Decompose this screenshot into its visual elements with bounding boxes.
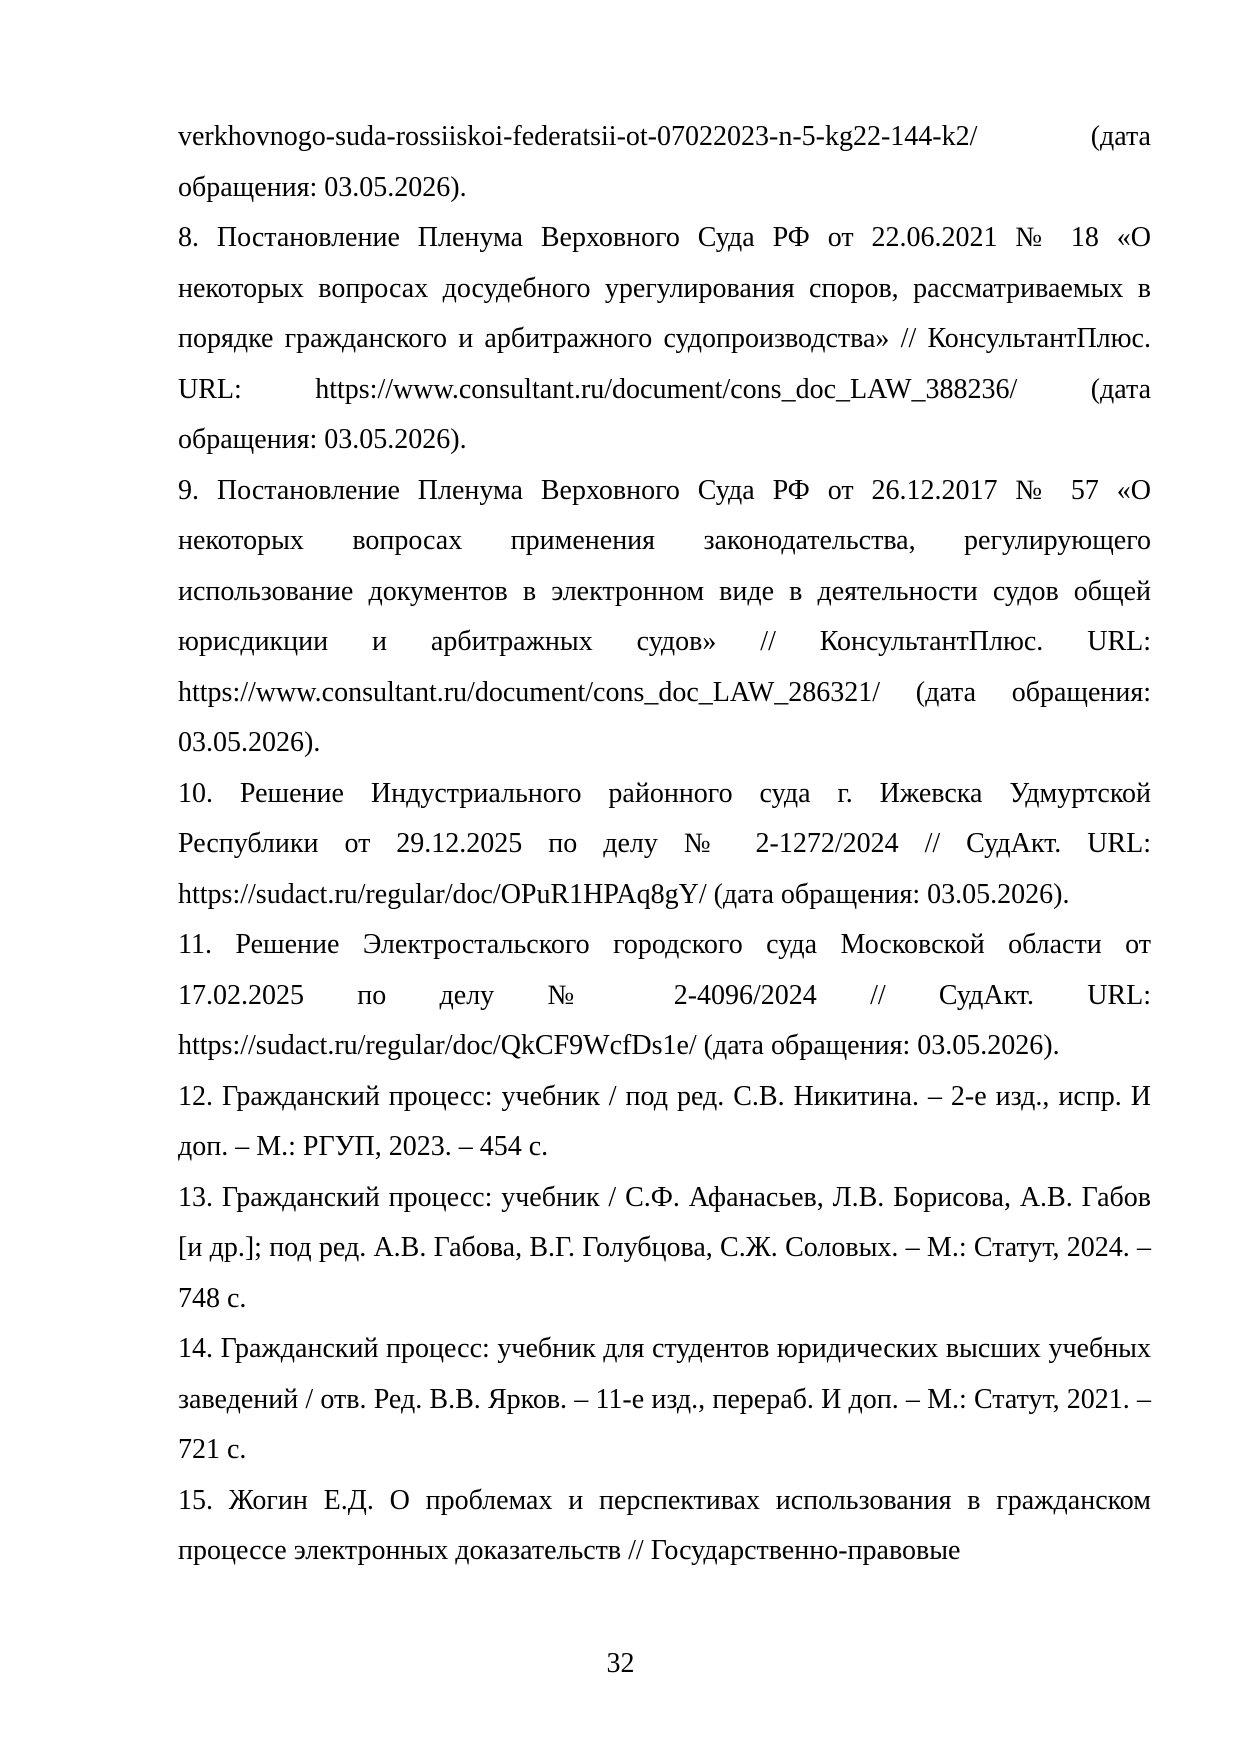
bibliography-entry-12: 12. Гражданский процесс: учебник / под ред. С.В. Никитина. – 2-е изд., испр. И доп. – М.: РГУП, 2023. – 454 с. xyxy=(178,1080,1151,1162)
bibliography-entry-9: 9. Постановление Пленума Верховного Суда РФ от 26.12.2017 № 57 «О некоторых вопросах применения законодательства, регулирующего использование документов в электронном виде в деятельности судов общей юрисдикции и арбитражных судов» // КонсультантПлюс. URL: https://www.consultant.ru/document/cons_doc_LAW_286321/ (дата обращения: 03.05.2026). xyxy=(178,474,1151,758)
bibliography-list xyxy=(178,112,1151,1577)
bibliography-entry-11: 11. Решение Электростальского городского суда Московской области от 17.02.2025 по делу № 2-4096/2024 // СудАкт. URL: https://sudact.ru/regular/doc/QkCF9WcfDs1e/ (дата обращения: 03.05.2026). xyxy=(178,929,1151,1061)
bibliography-entry-8: 8. Постановление Пленума Верховного Суда РФ от 22.06.2021 № 18 «О некоторых вопросах досудебного урегулирования споров, рассматриваемых в порядке гражданского и арбитражного судопроизводства» // КонсультантПлюс. URL: https://www.consultant.ru/document/cons_doc_LAW_388236/ (дата обращения: 03.05.2026). xyxy=(178,222,1151,455)
page-number: 32 xyxy=(606,1648,635,1679)
bibliography-entry-13: 13. Гражданский процесс: учебник / С.Ф. Афанасьев, Л.В. Борисова, А.В. Габов [и др.]; под ред. А.В. Габова, В.Г. Голубцова, С.Ж. Соловых. – М.: Статут, 2024. – 748 с. xyxy=(178,1181,1151,1314)
bibliography-entry-15: 15. Жогин Е.Д. О проблемах и перспективах использования в гражданском процессе электронных доказательств // Государственно-правовые xyxy=(178,1484,1151,1566)
bibliography-entry-10: 10. Решение Индустриального районного суда г. Ижевска Удмуртской Республики от 29.12.2025 по делу № 2-1272/2024 // СудАкт. URL: https://sudact.ru/regular/doc/OPuR1HPAq8gY/ (дата обращения: 03.05.2026). xyxy=(178,777,1151,910)
bibliography-entry-14: 14. Гражданский процесс: учебник для студентов юридических высших учебных заведений / отв. Ред. В.В. Ярков. – 11-е изд., перераб. И доп. – М.: Статут, 2021. – 721 с. xyxy=(178,1333,1151,1465)
bibliography-entry-continuation: verkhovnogo-suda-rossiiskoi-federatsii-ot-07022023-n-5-kg22-144-k2/ (дата обращения: 03.05.2026). xyxy=(178,121,1151,203)
